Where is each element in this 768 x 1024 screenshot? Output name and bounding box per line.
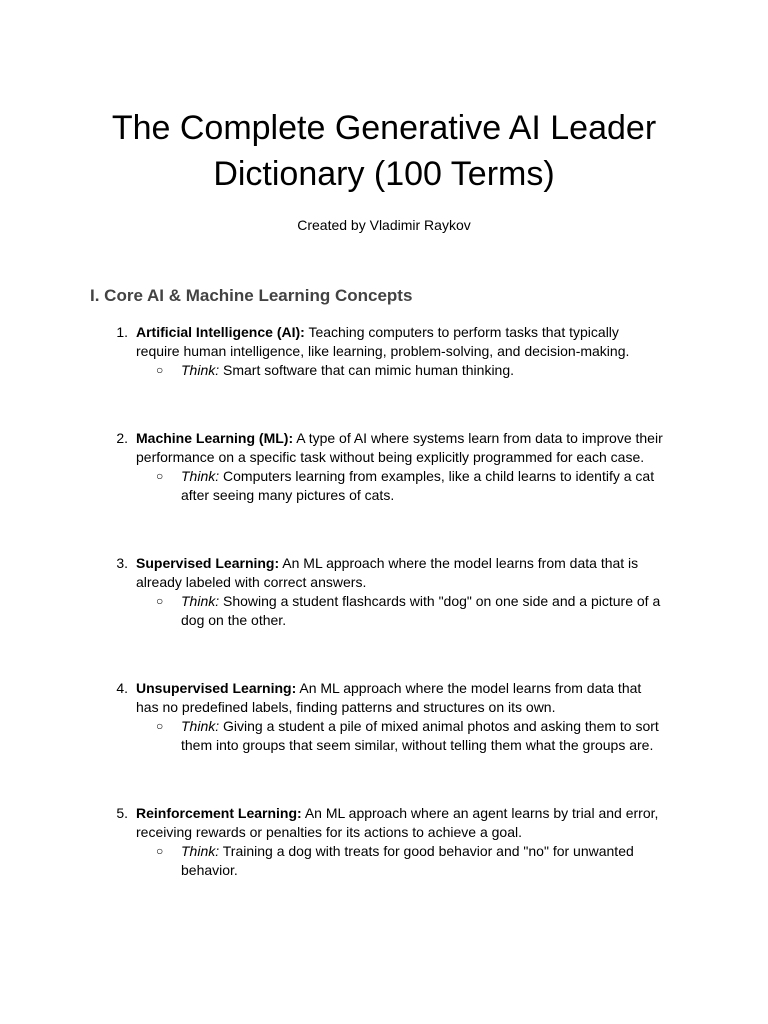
term-definition-paragraph bbox=[136, 804, 666, 841]
think-label: Think: bbox=[181, 468, 220, 484]
hollow-bullet-icon: ○ bbox=[156, 719, 164, 733]
term-number: 1. bbox=[116, 324, 128, 340]
term-definition-paragraph bbox=[136, 323, 666, 360]
term-name: Supervised Learning: bbox=[136, 555, 280, 571]
term-definition: An ML approach where an agent learns by trial and error, receiving rewards or penalties for its actions to achieve a goal. bbox=[136, 805, 659, 840]
term-name: Machine Learning (ML): bbox=[136, 430, 294, 446]
author-line: Created by Vladimir Raykov bbox=[297, 217, 471, 233]
term-number: 3. bbox=[116, 555, 128, 571]
term-definition: A type of AI where systems learn from data to improve their performance on a specific task without being explicitly programmed for each case. bbox=[136, 430, 663, 465]
think-paragraph bbox=[181, 467, 661, 504]
think-text: Giving a student a pile of mixed animal photos and asking them to sort them into groups that seem similar, without telling them what the groups are. bbox=[181, 718, 659, 753]
think-text: Training a dog with treats for good behavior and "no" for unwanted behavior. bbox=[181, 843, 634, 878]
term-definition-paragraph bbox=[136, 679, 666, 716]
think-text: Showing a student flashcards with "dog" on one side and a picture of a dog on the other. bbox=[181, 593, 661, 628]
hollow-bullet-icon: ○ bbox=[156, 844, 164, 858]
think-label: Think: bbox=[181, 843, 220, 859]
term-number: 5. bbox=[116, 805, 128, 821]
think-paragraph bbox=[181, 717, 661, 754]
think-text: Computers learning from examples, like a child learns to identify a cat after seeing many pictures of cats. bbox=[181, 468, 655, 503]
term-definition: An ML approach where the model learns from data that has no predefined labels, finding patterns and structures on its own. bbox=[136, 680, 642, 715]
hollow-bullet-icon: ○ bbox=[156, 363, 164, 377]
term-number: 4. bbox=[116, 680, 128, 696]
think-paragraph bbox=[181, 361, 661, 380]
term-definition-paragraph bbox=[136, 429, 666, 466]
think-label: Think: bbox=[181, 362, 220, 378]
term-name: Reinforcement Learning: bbox=[136, 805, 302, 821]
think-label: Think: bbox=[181, 718, 220, 734]
think-label: Think: bbox=[181, 593, 220, 609]
think-paragraph bbox=[181, 842, 661, 879]
hollow-bullet-icon: ○ bbox=[156, 469, 164, 483]
section-heading: I. Core AI & Machine Learning Concepts bbox=[90, 286, 413, 305]
term-name: Artificial Intelligence (AI): bbox=[136, 324, 305, 340]
term-definition: Teaching computers to perform tasks that typically require human intelligence, like learning, problem-solving, and decision-making. bbox=[136, 324, 630, 359]
think-paragraph bbox=[181, 592, 661, 629]
document-title: The Complete Generative AI Leader Dictionary (100 Terms) bbox=[111, 109, 657, 193]
term-number: 2. bbox=[116, 430, 128, 446]
term-definition-paragraph bbox=[136, 554, 666, 591]
hollow-bullet-icon: ○ bbox=[156, 594, 164, 608]
think-text: Smart software that can mimic human thinking. bbox=[219, 362, 515, 378]
term-definition: An ML approach where the model learns from data that is already labeled with correct answers. bbox=[136, 555, 639, 590]
term-name: Unsupervised Learning: bbox=[136, 680, 297, 696]
